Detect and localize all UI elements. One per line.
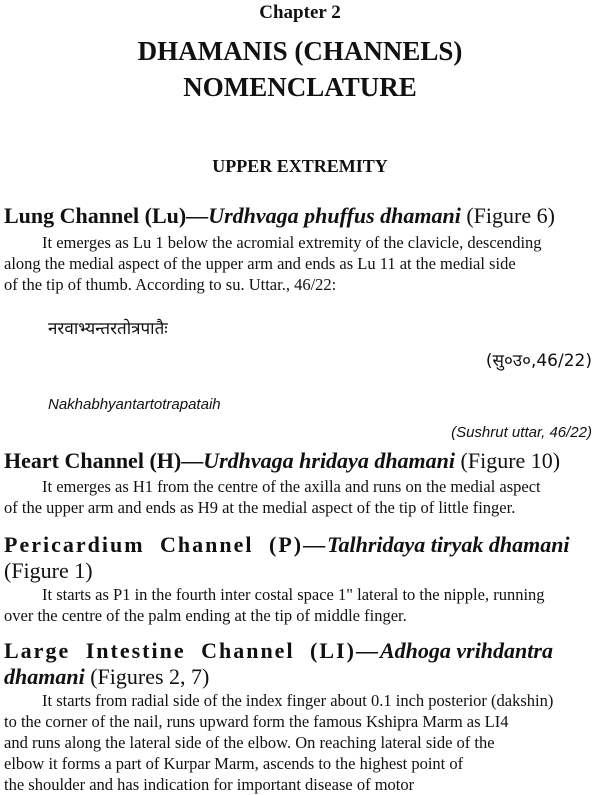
paragraph-line: over the centre of the palm ending at the tip of middle finger. [4,606,407,625]
heart-channel-sanskrit: Urdhvaga hridaya dhamani [203,448,456,473]
large-intestine-channel-heading [4,638,553,664]
large-intestine-channel-sanskrit: Adhoga vrihdantra [379,638,553,663]
lung-channel-sanskrit: Urdhvaga phuffus dhamani [208,203,461,228]
paragraph-line: of the upper arm and ends as H9 at the medial aspect of the tip of little finger. [4,498,516,517]
heart-channel-figure-ref: (Figure 10) [455,448,561,473]
heart-channel-heading [4,448,560,474]
large-intestine-channel-name: Large Intestine Channel (LI)— [4,638,380,663]
chapter-title-line-2: NOMENCLATURE [183,72,417,102]
chapter-label: Chapter 2 [259,2,341,23]
transliteration-reference: (Sushrut uttar, 46/22) [451,424,592,441]
paragraph-line: It emerges as Lu 1 below the acromial extremity of the clavicle, descending [42,233,542,252]
heart-channel-name: Heart Channel (H)— [4,448,204,473]
lung-channel-name: Lung Channel (Lu)— [4,203,209,228]
paragraph-line: to the corner of the nail, runs upward form the famous Kshipra Marm as LI4 [4,712,509,731]
large-intestine-channel-figure-ref: (Figures 2, 7) [84,664,210,689]
lung-channel-heading [4,203,555,229]
large-intestine-channel-sanskrit-cont: dhamani [4,664,85,689]
pericardium-channel-paragraph [4,584,596,626]
sanskrit-verse: नरवाभ्यन्तरतोत्रपातैः [48,319,168,339]
section-heading: UPPER EXTREMITY [212,156,388,176]
paragraph-line: of the tip of thumb. According to su. Uttar., 46/22: [4,275,337,294]
paragraph-line: It starts from radial side of the index finger about 0.1 inch posterior (dakshin) [42,691,554,710]
paragraph-line: elbow it forms a part of Kurpar Marm, ascends to the highest point of [4,754,464,773]
pericardium-channel-figure-ref: (Figure 1) [4,558,93,583]
paragraph-line: along the medial aspect of the upper arm and ends as Lu 11 at the medial side [4,254,516,273]
paragraph-line: the shoulder and has indication for important disease of motor [4,775,415,794]
heart-channel-paragraph [4,476,596,518]
large-intestine-channel-heading-cont [4,664,209,690]
paragraph-line: It starts as P1 in the fourth inter costal space 1" lateral to the nipple, running [42,585,545,604]
lung-channel-figure-ref: (Figure 6) [460,203,555,228]
sanskrit-verse-reference: (सु०उ०,46/22) [485,351,592,371]
verse-transliteration: Nakhabhyantartotrapataih [48,396,221,413]
paragraph-line: It emerges as H1 from the centre of the axilla and runs on the medial aspect [42,477,541,496]
chapter-title-line-1: DHAMANIS (CHANNELS) [137,36,463,66]
pericardium-channel-heading [4,532,570,558]
paragraph-line: and runs along the lateral side of the elbow. On reaching lateral side of the [4,733,495,752]
pericardium-channel-name: Pericardium Channel (P)— [4,532,328,557]
large-intestine-channel-paragraph [4,690,596,795]
pericardium-channel-sanskrit: Talhridaya tiryak dhamani [327,532,570,557]
lung-channel-paragraph [4,232,596,295]
